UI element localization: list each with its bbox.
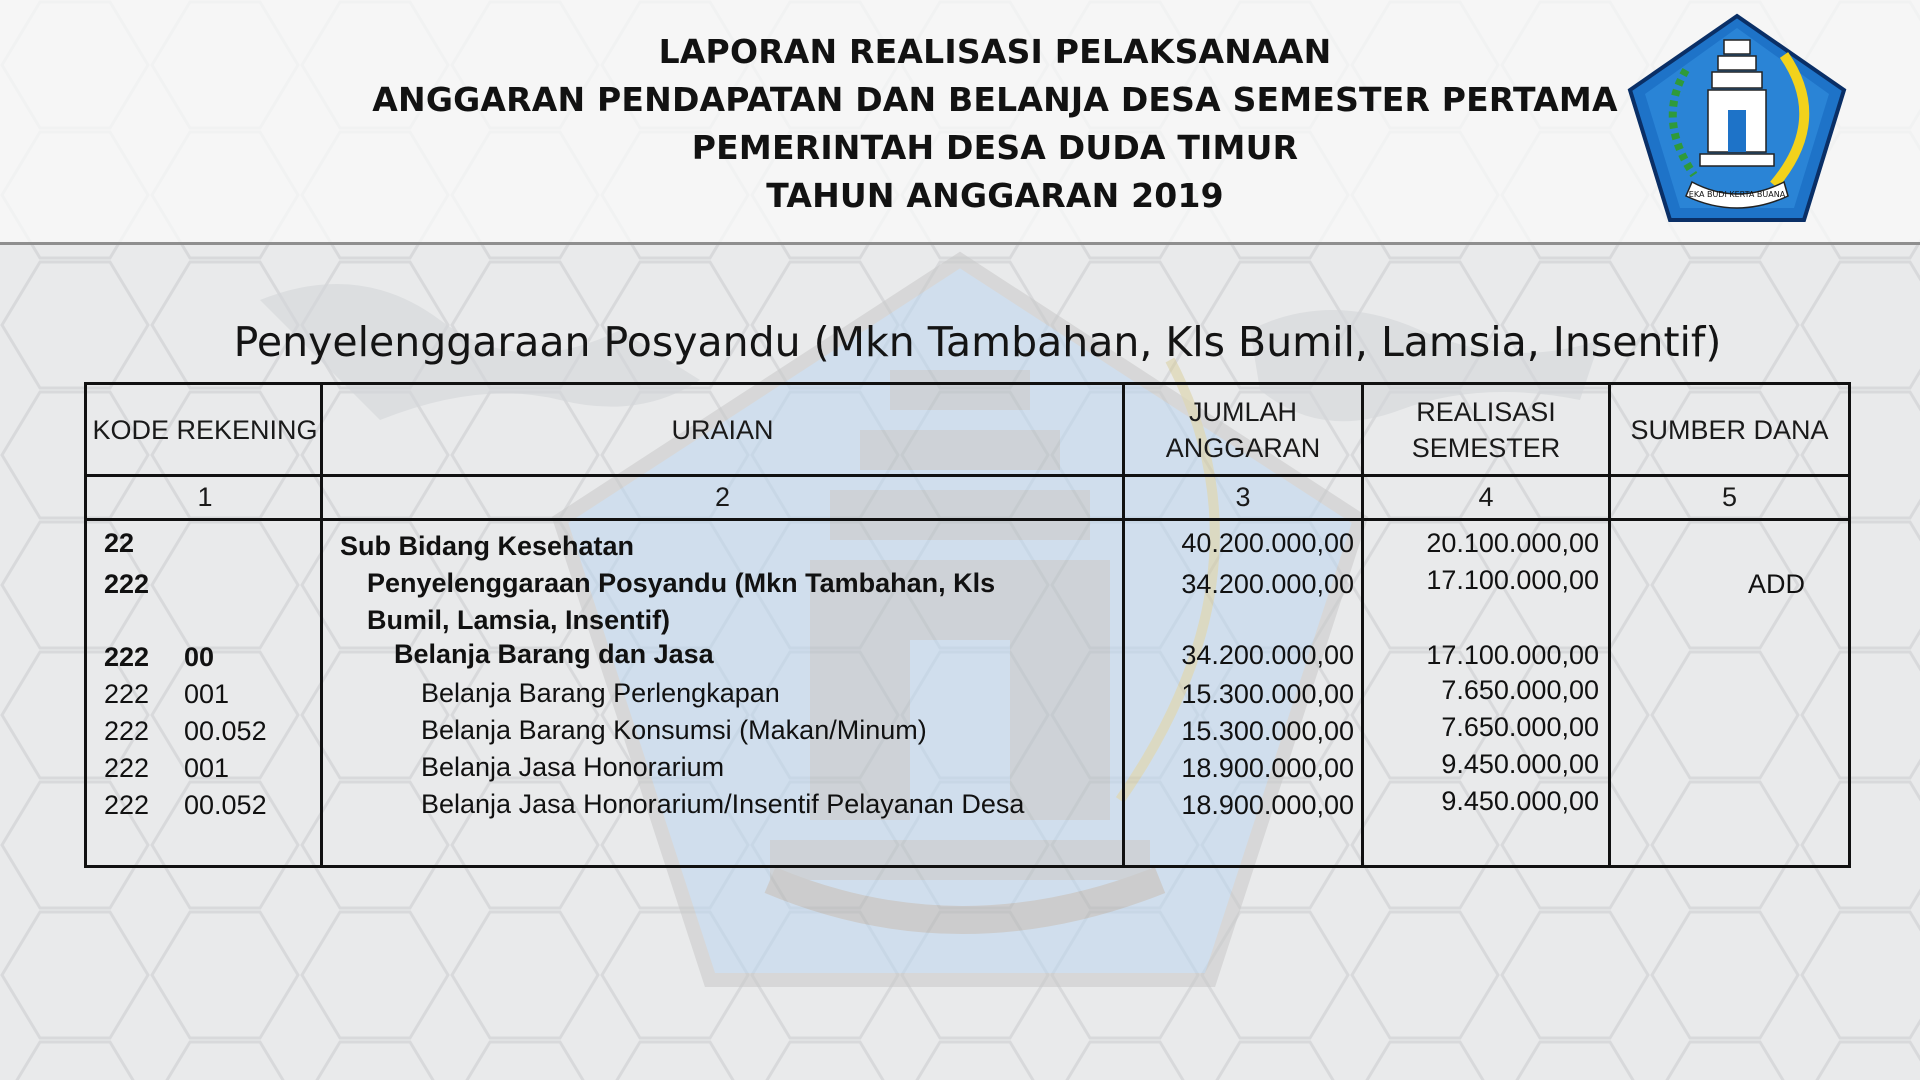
header-realisasi-line-2: SEMESTER (1411, 432, 1561, 463)
column-number: 1 (197, 481, 213, 512)
kode-rekening: 222 (104, 642, 150, 672)
header-jumlah-line-2: ANGGARAN (1165, 432, 1321, 463)
activity-subtitle: Penyelenggaraan Posyandu (Mkn Tambahan, Kls Bumil, Lamsia, Insentif) (233, 318, 1722, 366)
kode-rekening: 222 (104, 569, 150, 599)
jumlah-anggaran: 34.200.000,00 (1181, 569, 1354, 599)
logo-motto: EKA BUDI KERTA BUANA (1688, 190, 1786, 199)
budget-table (84, 382, 1851, 868)
header-kode-rekening: KODE REKENING (92, 414, 318, 445)
kode-rekening: 222 (104, 790, 150, 820)
kode-rekening: 22 (104, 528, 135, 558)
uraian-text: Sub Bidang Kesehatan (340, 531, 635, 561)
report-header (0, 0, 1920, 245)
uraian-text: Penyelenggaraan Posyandu (Mkn Tambahan, Kls Bumil, Lamsia, Insentif) (367, 568, 996, 635)
kode-sub-rekening: 00 (184, 642, 215, 672)
header-jumlah-line-1: JUMLAH (1188, 396, 1297, 427)
realisasi-semester: 7.650.000,00 (1441, 712, 1599, 742)
title-line-4: TAHUN ANGGARAN 2019 (766, 176, 1224, 215)
uraian-text: Belanja Barang dan Jasa (394, 639, 714, 669)
column-number: 3 (1235, 481, 1251, 512)
column-number: 2 (714, 481, 731, 512)
kode-sub-rekening: 00.052 (184, 790, 267, 820)
sumber-dana: ADD (1747, 569, 1805, 599)
jumlah-anggaran: 15.300.000,00 (1181, 716, 1354, 746)
realisasi-semester: 17.100.000,00 (1426, 640, 1599, 670)
header-uraian: URAIAN (671, 414, 774, 445)
uraian-text: Belanja Barang Perlengkapan (421, 678, 780, 708)
header-realisasi-semester (1364, 385, 1608, 474)
uraian-text: Belanja Jasa Honorarium/Insentif Pelayanan Desa (421, 789, 1025, 819)
kode-rekening: 222 (104, 679, 150, 709)
jumlah-anggaran: 18.900.000,00 (1181, 753, 1354, 783)
uraian-text: Belanja Jasa Honorarium (421, 752, 725, 782)
kode-rekening: 222 (104, 753, 150, 783)
realisasi-semester: 7.650.000,00 (1441, 675, 1599, 705)
kode-sub-rekening: 00.052 (184, 716, 267, 746)
realisasi-semester: 9.450.000,00 (1441, 786, 1599, 816)
header-jumlah-anggaran (1125, 385, 1361, 474)
realisasi-semester: 20.100.000,00 (1426, 528, 1599, 558)
jumlah-anggaran: 34.200.000,00 (1181, 640, 1354, 670)
header-realisasi-line-1: REALISASI (1416, 396, 1556, 427)
column-number: 5 (1721, 481, 1738, 512)
header-sumber-dana: SUMBER DANA (1630, 414, 1829, 445)
realisasi-semester: 17.100.000,00 (1426, 565, 1599, 595)
jumlah-anggaran: 40.200.000,00 (1181, 528, 1354, 558)
kode-sub-rekening: 001 (184, 679, 230, 709)
realisasi-semester: 9.450.000,00 (1441, 749, 1599, 779)
karangasem-crest-logo (1624, 10, 1850, 226)
jumlah-anggaran: 18.900.000,00 (1181, 790, 1354, 820)
column-number: 4 (1478, 481, 1494, 512)
uraian-text: Belanja Barang Konsumsi (Makan/Minum) (421, 715, 927, 745)
kode-rekening: 222 (104, 716, 150, 746)
title-line-1: LAPORAN REALISASI PELAKSANAAN (658, 32, 1332, 71)
jumlah-anggaran: 15.300.000,00 (1181, 679, 1354, 709)
kode-sub-rekening: 001 (184, 753, 230, 783)
title-line-3: PEMERINTAH DESA DUDA TIMUR (691, 128, 1299, 167)
title-line-2: ANGGARAN PENDAPATAN DAN BELANJA DESA SEMESTER PERTAMA (372, 80, 1618, 119)
